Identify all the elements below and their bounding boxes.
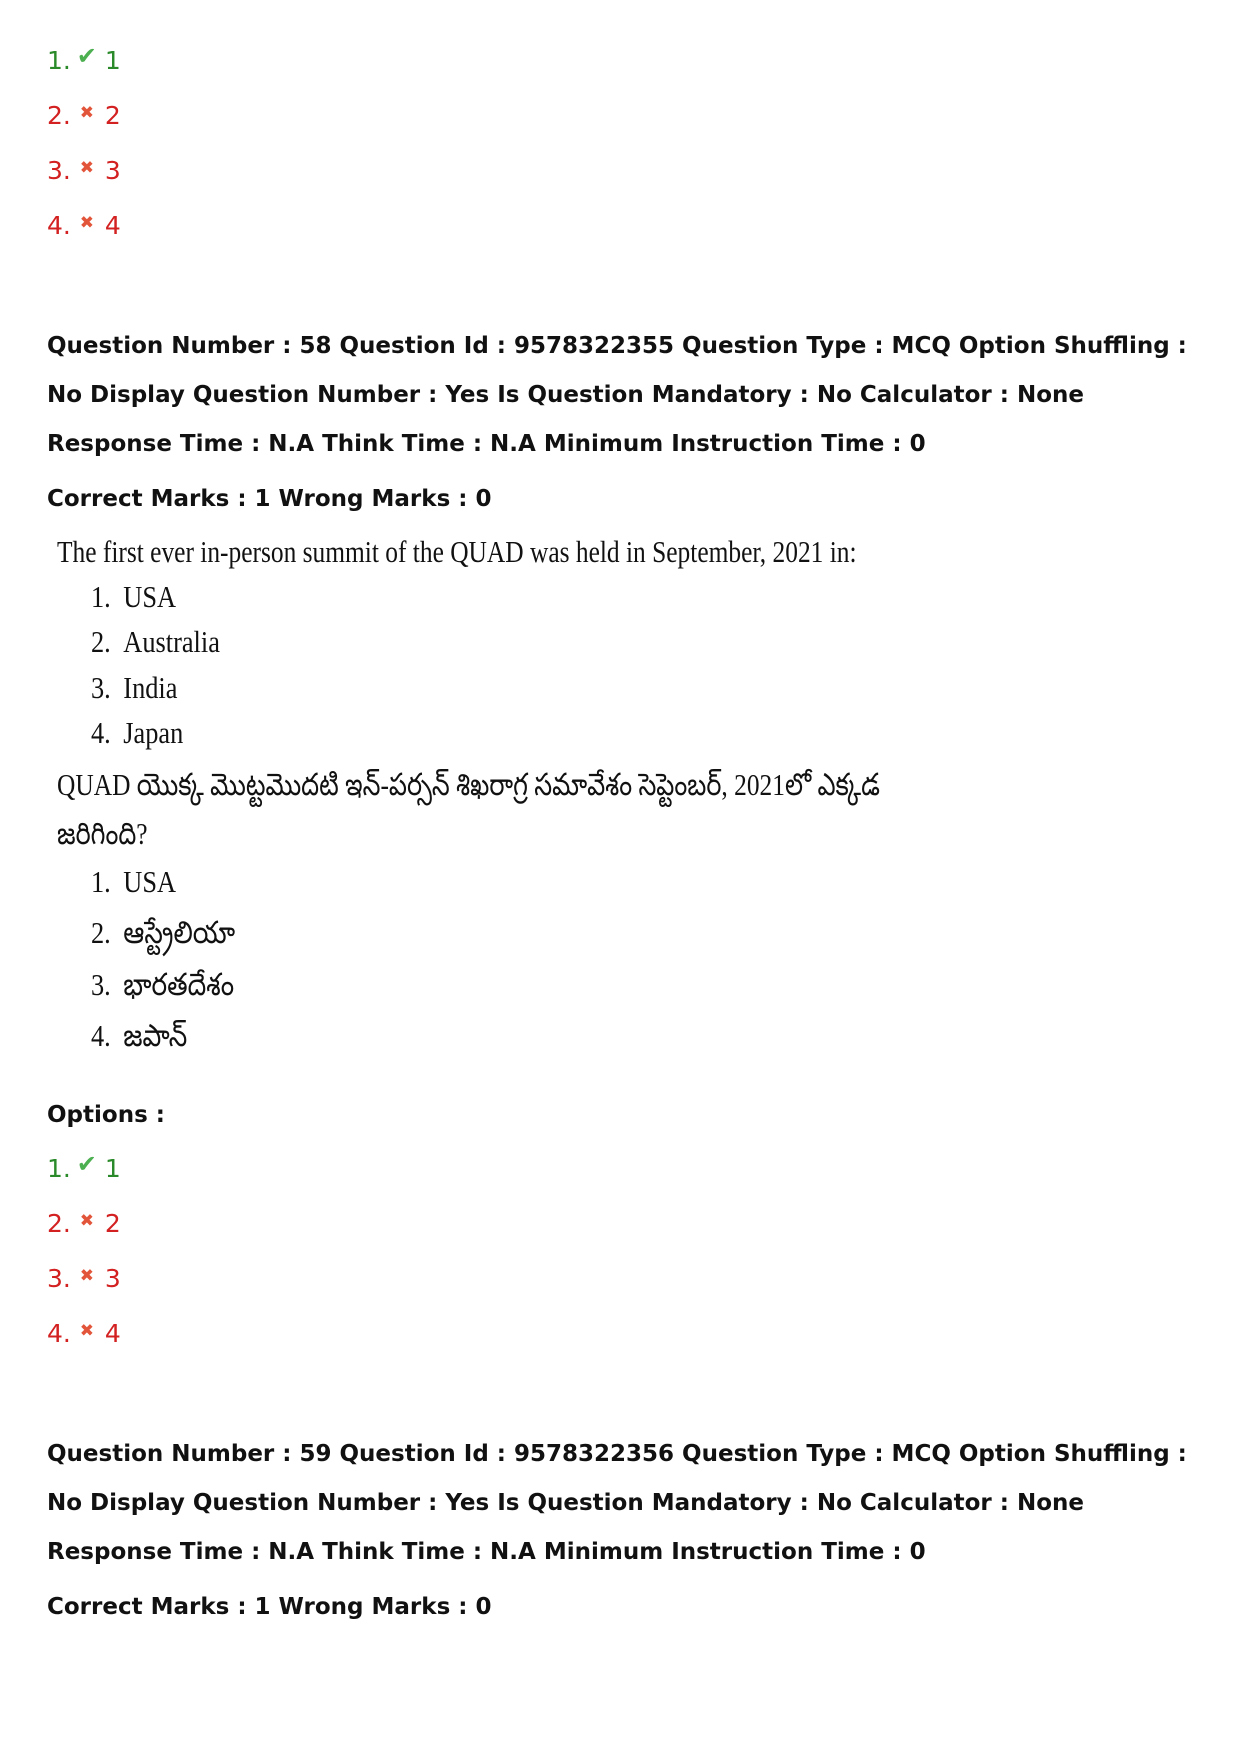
option-value: 3	[104, 1264, 121, 1293]
question-58-marks: Correct Marks : 1 Wrong Marks : 0	[47, 486, 492, 512]
option-number: 4.	[47, 211, 71, 240]
cross-icon: ✖	[79, 158, 94, 178]
option-value: 1	[104, 1154, 121, 1183]
option-value: 4	[104, 211, 121, 240]
choice-en-2: 2. Australia	[91, 624, 220, 659]
question-58-meta: Question Number : 58 Question Id : 9578322355 Question Type : MCQ Option Shuffling : No Display Question Number : Yes Is Question Mandatory : No Calculator : None Response Time : N.A Think Time : N.A Minimum Instruction Time : 0	[47, 333, 1187, 457]
option-number: 1.	[47, 46, 71, 75]
cross-icon: ✖	[79, 1321, 94, 1341]
question-58-body	[55, 532, 955, 1067]
question-english: The first ever in-person summit of the QUAD was held in September, 2021 in:	[57, 534, 857, 569]
choice-te-2: 2. ఆస్ట్రేలియా	[91, 915, 236, 950]
option-value: 4	[104, 1319, 121, 1348]
option-value: 1	[104, 46, 121, 75]
cross-icon: ✖	[79, 1211, 94, 1231]
question-telugu-line-2: జరిగింది?	[57, 816, 148, 851]
option-number: 3.	[47, 1264, 71, 1293]
option-number: 2.	[47, 101, 71, 130]
choice-en-1: 1. USA	[91, 579, 177, 614]
check-icon: ✔	[76, 1150, 97, 1178]
top-option-2	[47, 101, 121, 134]
choice-en-4: 4. Japan	[91, 715, 184, 750]
choice-te-4: 4. జపాన్	[91, 1018, 188, 1053]
question-59-marks: Correct Marks : 1 Wrong Marks : 0	[47, 1594, 492, 1620]
options-label: Options :	[47, 1102, 165, 1128]
option-number: 2.	[47, 1209, 71, 1238]
question-59-meta: Question Number : 59 Question Id : 9578322356 Question Type : MCQ Option Shuffling : No Display Question Number : Yes Is Question Mandatory : No Calculator : None Response Time : N.A Think Time : N.A Minimum Instruction Time : 0	[47, 1441, 1187, 1565]
option-value: 3	[104, 156, 121, 185]
q58-option-2	[47, 1209, 121, 1242]
top-option-1	[47, 42, 121, 76]
top-option-3	[47, 156, 121, 189]
top-option-4	[47, 211, 121, 244]
cross-icon: ✖	[79, 103, 94, 123]
option-number: 3.	[47, 156, 71, 185]
choice-te-3: 3. భారతదేశం	[91, 967, 235, 1002]
q58-option-4	[47, 1319, 121, 1352]
cross-icon: ✖	[79, 213, 94, 233]
q58-option-3	[47, 1264, 121, 1297]
option-number: 4.	[47, 1319, 71, 1348]
check-icon: ✔	[76, 42, 97, 70]
option-value: 2	[104, 101, 121, 130]
question-telugu-line-1: QUAD యొక్క మొట్టమొదటి ఇన్-పర్సన్ శిఖరాగ్ర సమావేశం సెప్టెంబర్, 2021లో ఎక్కడ	[57, 767, 880, 802]
cross-icon: ✖	[79, 1266, 94, 1286]
q58-option-1	[47, 1150, 121, 1184]
choice-te-1: 1. USA	[91, 864, 177, 899]
choice-en-3: 3. India	[91, 670, 178, 705]
option-value: 2	[104, 1209, 121, 1238]
option-number: 1.	[47, 1154, 71, 1183]
